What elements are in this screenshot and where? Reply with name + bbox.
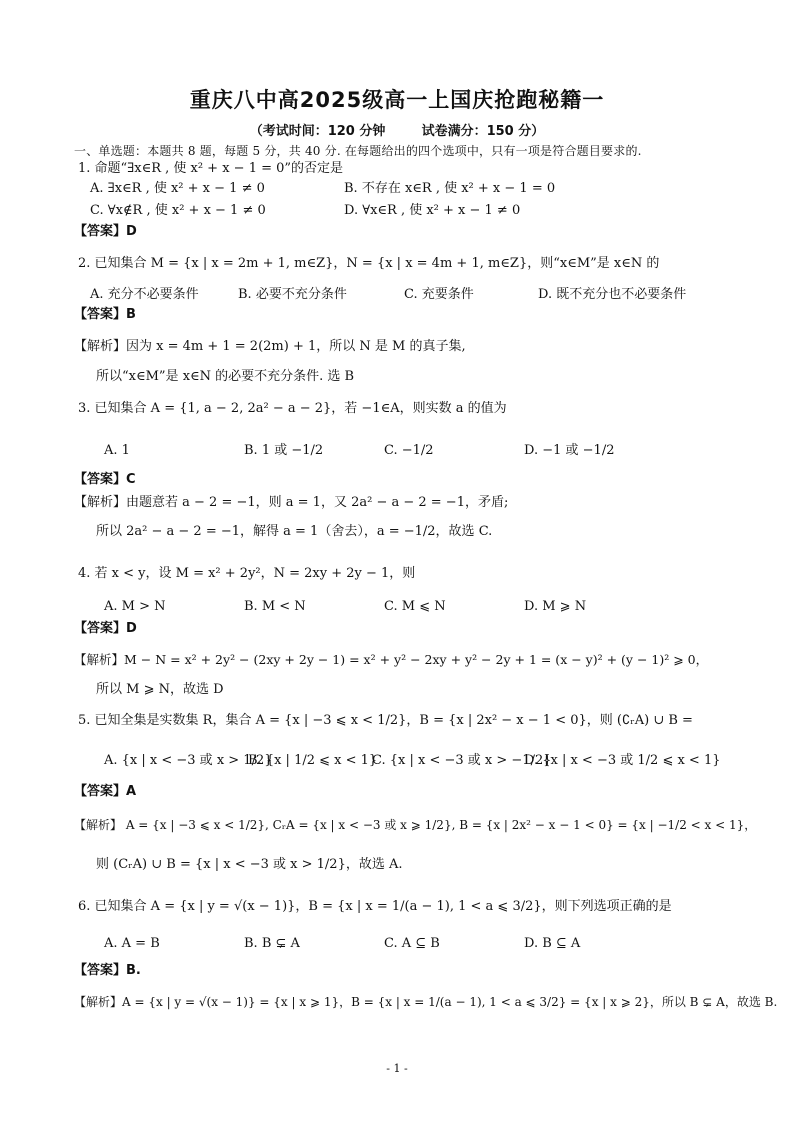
q4-answer: 【答案】D [74,621,137,636]
q3-analysis-line2: 所以 2a² − a − 2 = −1，解得 a = 1（舍去），a = −1/2，故选 C. [96,524,493,539]
page-title: 重庆八中高2025级高一上国庆抢跑秘籍一 [189,88,605,112]
q6-option-d: D. B ⊆ A [524,936,581,951]
q6-option-b: B. B ⊊ A [244,936,300,951]
page-number: - 1 - [386,1062,408,1075]
q3-stem: 3. 已知集合 A = {1, a − 2, 2a² − a − 2}，若 −1∈A，则实数 a 的值为 [78,401,507,416]
q5-analysis-line2: 则 (CᵣA) ∪ B = {x | x < −3 或 x > 1/2}，故选 A. [96,857,403,872]
q4-option-d: D. M ⩾ N [524,599,587,614]
q6-stem: 6. 已知集合 A = {x | y = √(x − 1)}，B = {x | x = 1/(a − 1), 1 < a ⩽ 3/2}，则下列选项正确的是 [78,899,672,914]
q4-analysis-line2: 所以 M ⩾ N，故选 D [96,682,224,697]
q6-option-a: A. A = B [104,936,160,951]
q4-option-a: A. M > N [104,599,166,614]
q5-stem: 5. 已知全集是实数集 R，集合 A = {x | −3 ⩽ x < 1/2}，B = {x | 2x² − x − 1 < 0}，则 (∁ᵣA) ∪ B = [78,713,693,728]
q2-stem: 2. 已知集合 M = {x | x = 2m + 1, m∈Z}，N = {x | x = 4m + 1, m∈Z}，则“x∈M”是 x∈N 的 [78,256,660,271]
q2-option-b: B. 必要不充分条件 [238,287,347,302]
q3-option-a: A. 1 [104,443,130,458]
q1-stem: 1. 命题“∃x∈R , 使 x² + x − 1 = 0”的否定是 [78,161,344,176]
q5-option-b: B. {x | 1/2 ⩽ x < 1} [248,753,378,768]
q4-option-b: B. M < N [244,599,306,614]
q3-option-c: C. −1/2 [384,443,434,458]
q3-answer: 【答案】C [74,472,136,487]
q4-option-c: C. M ⩽ N [384,599,446,614]
q5-analysis-line1: 【解析】 A = {x | −3 ⩽ x < 1/2}, CᵣA = {x | x < −3 或 x ⩾ 1/2}, B = {x | 2x² − x − 1 < 0} = {x | −1/2 < x < 1}， [74,818,757,832]
q6-analysis-line1: 【解析】A = {x | y = √(x − 1)} = {x | x ⩾ 1}，B = {x | x = 1/(a − 1), 1 < a ⩽ 3/2} = {x | x ⩾ 2}，所以 B ⊊ A，故选 B. [74,995,778,1009]
q5-answer: 【答案】A [74,784,137,799]
q3-option-b: B. 1 或 −1/2 [244,443,324,458]
q1-option-b: B. 不存在 x∈R , 使 x² + x − 1 = 0 [344,181,556,196]
q2-analysis-line1: 【解析】因为 x = 4m + 1 = 2(2m) + 1，所以 N 是 M 的真子集, [74,339,466,354]
q5-option-a: A. {x | x < −3 或 x > 1/2} [104,753,273,768]
q6-option-c: C. A ⊆ B [384,936,440,951]
q2-option-c: C. 充要条件 [404,287,474,302]
q5-option-d: D. {x | x < −3 或 1/2 ⩽ x < 1} [524,753,721,768]
q4-analysis-line1: 【解析】M − N = x² + 2y² − (2xy + 2y − 1) = x² + y² − 2xy + y² − 2y + 1 = (x − y)² + (y − 1)² ⩾ 0， [74,652,709,667]
q5-option-c: C. {x | x < −3 或 x > −1/2} [372,753,552,768]
exam-info: （考试时间：120 分钟 试卷满分：150 分） [249,124,545,139]
q2-analysis-line2: 所以“x∈M”是 x∈N 的必要不充分条件. 选 B [96,369,355,384]
q1-answer: 【答案】D [74,224,137,239]
q2-answer: 【答案】B [74,307,136,322]
q2-option-a: A. 充分不必要条件 [90,287,199,302]
q6-answer: 【答案】B. [74,963,141,978]
section-intro: 一、单选题：本题共 8 题，每题 5 分，共 40 分. 在每题给出的四个选项中，只有一项是符合题目要求的. [74,144,642,158]
q1-option-c: C. ∀x∉R , 使 x² + x − 1 ≠ 0 [90,203,266,218]
q4-stem: 4. 若 x < y，设 M = x² + 2y²，N = 2xy + 2y − 1，则 [78,566,416,581]
q3-option-d: D. −1 或 −1/2 [524,443,615,458]
q1-option-a: A. ∃x∈R , 使 x² + x − 1 ≠ 0 [90,181,265,196]
q1-option-d: D. ∀x∈R , 使 x² + x − 1 ≠ 0 [344,203,521,218]
q3-analysis-line1: 【解析】由题意若 a − 2 = −1，则 a = 1，又 2a² − a − 2 = −1，矛盾; [74,495,509,510]
q2-option-d: D. 既不充分也不必要条件 [538,287,687,302]
